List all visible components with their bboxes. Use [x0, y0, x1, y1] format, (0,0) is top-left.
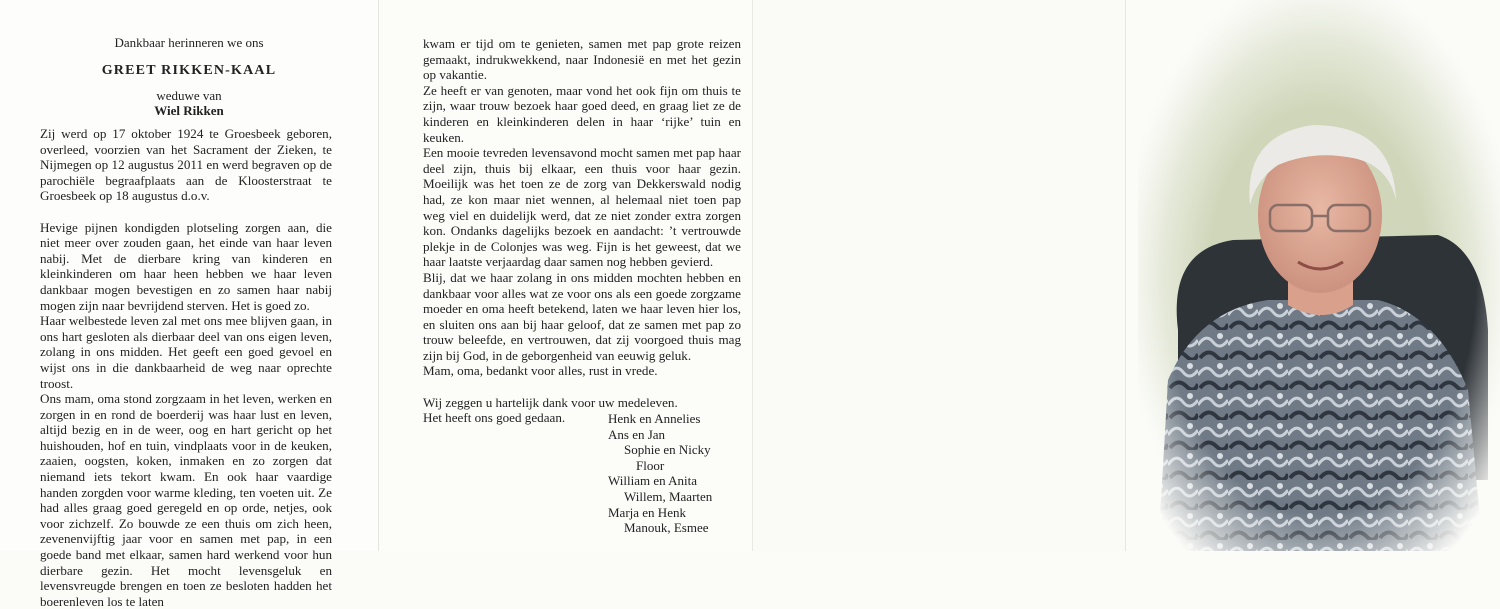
middle-body-text [423, 36, 741, 426]
family-member: Floor [636, 457, 665, 473]
family-member: Ans en Jan [608, 426, 666, 442]
thanks-line: Wij zeggen u hartelijk dank voor uw medeleven. [423, 394, 678, 410]
portrait-photo-icon [1138, 0, 1500, 551]
left-body-text [40, 126, 332, 609]
husband-name: Wiel Rikken [154, 103, 224, 118]
family-member: Willem, Maarten [624, 488, 713, 504]
paragraph: Hevige pijnen kondigden plotseling zorgen aan, die niet meer over zouden gaan, het einde van haar leven nabij. Met de dierbare kring van kinderen en kleinkinderen om haar heen hebben we haar leven dankbaar mogen bevestigen en zo samen haar nabij mogen zijn naar bevrijdend sterven. Het is goed zo. [40, 219, 332, 313]
family-member: William en Anita [608, 473, 698, 489]
family-member: Henk en Annelies [608, 411, 701, 426]
paragraph: Haar welbestede leven zal met ons mee blijven gaan, in ons hart gesloten als dierbaar deel van ons eigen leven, zolang in ons midden. Het geeft een goed gevoel en wijst ons in die dankbaarheid de weg naar oprechte troost. [40, 313, 332, 391]
deceased-name: GREET RIKKEN-KAAL [101, 63, 277, 78]
blank-card-panel [752, 0, 1126, 551]
paragraph: Ons mam, oma stond zorgzaam in het leven, werken en zorgen in en rond de boerderij was haar lust en leven, altijd bezig en in de weer, oog en hart gericht op het huishouden, hof en tuin, vindplaats voor in de keuken, zaaien, oogsten, koken, inmaken en zo zorgen dat niemand iets tekort kwam. En ook haar vaardige handen zorgden voor warme kleding, ten voeten uit. Ze had alles graag goed geregeld en op orde, netjes, ook voor zichzelf. Zo bouwde ze een thuis om zich heen, zevenenvijftig jaar voor en samen met pap, in een goede band met elkaar, samen hard werkend voor hun dierbare gezin. Het mocht levensgeluk en levensvreugde brengen en toen ze besloten hadden het boerenleven los te laten [40, 391, 332, 609]
family-member: Marja en Henk [608, 504, 686, 520]
portrait-photo [1138, 0, 1500, 551]
paragraph: Zij werd op 17 oktober 1924 te Groesbeek geboren, overleed, voorzien van het Sacrament der Zieken, te Nijmegen op 12 augustus 2011 en werd begraven op de parochiële begraafplaats aan de Kloosterstraat te Groesbeek op 18 augustus d.o.v. [40, 126, 332, 204]
paragraph: kwam er tijd om te genieten, samen met pap grote reizen gemaakt, indrukwekkend, naar Indonesië en met het gezin op vakantie. [423, 36, 741, 83]
intro-line: Dankbaar herinneren we ons [114, 35, 264, 50]
paragraph: Een mooie tevreden levensavond mocht samen met pap haar deel zijn, thuis bij elkaar, een thuis voor haar gezin. Moeilijk was het toen ze de zorg van Dekkerswald nodig had, ze kon maar niet wennen, al helemaal niet toen pap weg viel en duidelijk werd, dat ze niet zonder extra zorgen kon. Ondanks dagelijks bezoek en aandacht: ’t vertrouwde plekje in de Colonjes was weg. Fijn is het geweest, dat we haar laatste verjaardag daar samen nog hebben gevierd. [423, 145, 741, 270]
paragraph: Mam, oma, bedankt voor alles, rust in vrede. [423, 363, 658, 379]
thanks-line: Het heeft ons goed gedaan. [423, 410, 566, 426]
widow-of-label: weduwe van [156, 88, 222, 103]
paragraph: Blij, dat we haar zolang in ons midden mochten hebben en dankbaar voor alles wat ze voor ons als een goede zorgzame moeder en oma heeft betekend, laten we haar leven hier los, en sluiten ons aan bij haar geloof, dat ze samen met pap zo trouw beleefde, en vertrouwen, dat zij voorgoed thuis mag zijn bij God, in de geborgenheid van eeuwig geluk. [423, 269, 741, 363]
family-list [608, 411, 712, 536]
family-member: Sophie en Nicky [624, 442, 711, 458]
paragraph: Ze heeft er van genoten, maar vond het ook fijn om thuis te zijn, waar trouw bezoek haar goed deed, en graag liet ze de kinderen en kleinkinderen delen in haar ‘rijke’ tuin en keuken. [423, 82, 741, 145]
family-member: Manouk, Esmee [624, 520, 709, 536]
